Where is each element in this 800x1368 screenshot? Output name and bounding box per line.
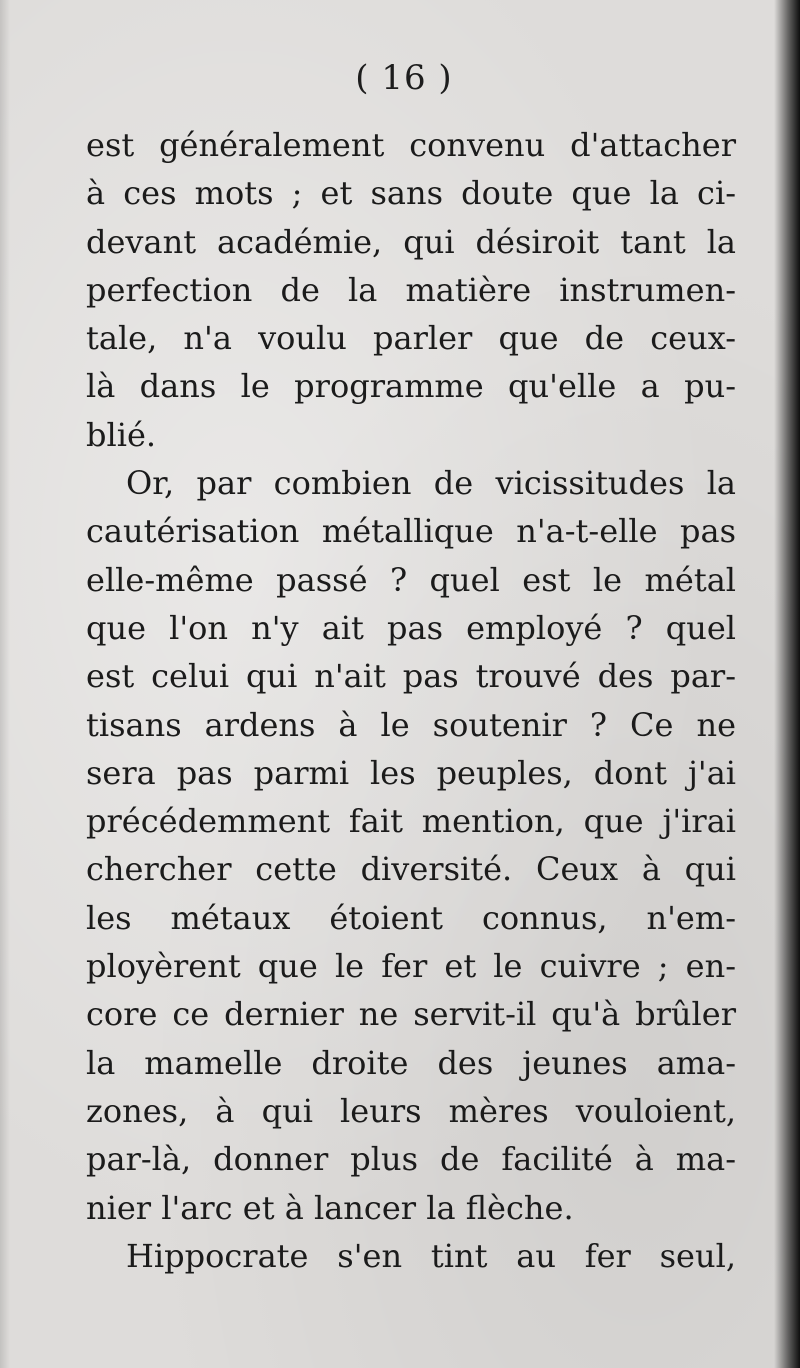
text-line: nier l'arc et à lancer la flèche.: [86, 1188, 574, 1227]
text-line: les métaux étoient connus, n'em-: [86, 898, 736, 937]
text-line: devant académie, qui désiroit tant la: [86, 222, 736, 261]
text-line: cautérisation métallique n'a-t-elle pas: [86, 512, 736, 551]
text-line: tale, n'a voulu parler que de ceux-: [86, 319, 736, 358]
text-line: chercher cette diversité. Ceux à qui: [86, 850, 736, 889]
text-line: est généralement convenu d'attacher: [86, 126, 736, 164]
page-left-shadow: [0, 0, 10, 1368]
text-line: par-là, donner plus de facilité à ma-: [86, 1140, 736, 1179]
text-line: core ce dernier ne servit-il qu'à brûler: [86, 995, 736, 1034]
text-line: là dans le programme qu'elle a pu-: [86, 367, 736, 406]
text-line: perfection de la matière instrumen-: [86, 270, 736, 309]
page-binding-shadow: [774, 0, 800, 1368]
text-line: à ces mots ; et sans doute que la ci-: [86, 174, 736, 213]
page-number: ( 16 ): [355, 58, 453, 98]
paragraph-start-line: Hippocrate s'en tint au fer seul,: [126, 1236, 736, 1275]
text-line: tisans ardens à le soutenir ? Ce ne: [86, 705, 736, 744]
paragraph-start-line: Or, par combien de vicissitudes la: [126, 464, 736, 503]
text-line: zones, à qui leurs mères vouloient,: [86, 1091, 736, 1130]
text-line: ployèrent que le fer et le cuivre ; en-: [86, 947, 736, 986]
text-line: la mamelle droite des jeunes ama-: [86, 1043, 736, 1082]
text-line: précédemment fait mention, que j'irai: [86, 802, 736, 841]
text-line: sera pas parmi les peuples, dont j'ai: [86, 753, 736, 792]
body-text: [86, 121, 736, 1280]
text-line: est celui qui n'ait pas trouvé des par-: [86, 657, 736, 696]
text-line: blié.: [86, 415, 157, 454]
text-line: que l'on n'y ait pas employé ? quel: [86, 608, 736, 647]
text-line: elle-même passé ? quel est le métal: [86, 560, 736, 599]
